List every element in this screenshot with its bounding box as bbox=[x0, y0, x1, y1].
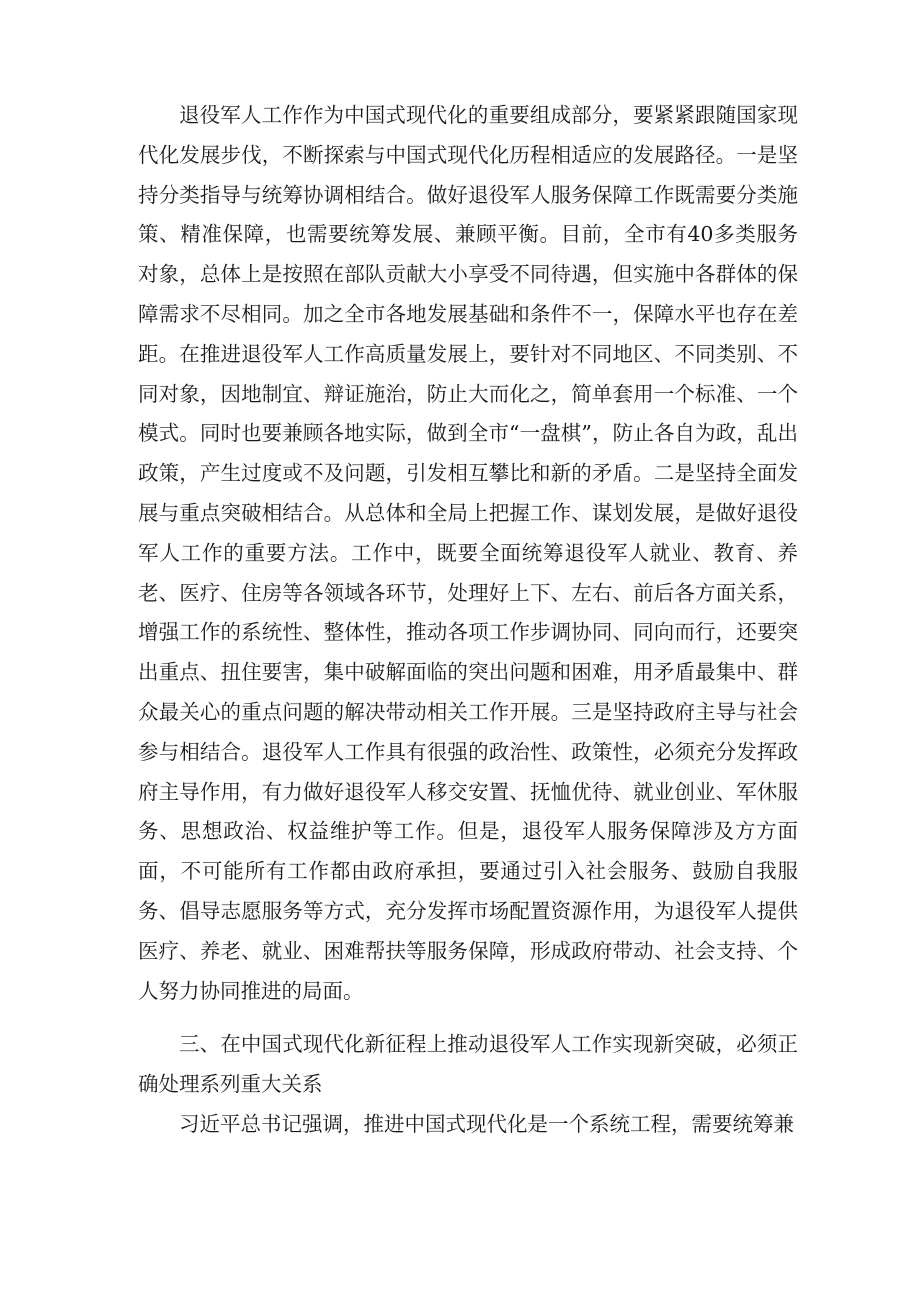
document-body bbox=[138, 96, 798, 1145]
body-paragraph: 习近平总书记强调，推进中国式现代化是一个系统工程，需要统筹兼 bbox=[179, 1111, 794, 1136]
section-heading: 三、在中国式现代化新征程上推动退役军人工作实现新突破，必须正确处理系列重大关系 bbox=[138, 1032, 798, 1097]
body-paragraph: 退役军人工作作为中国式现代化的重要组成部分，要紧紧跟随国家现代化发展步伐，不断探索与中国式现代化历程相适应的发展路径。一是坚持分类指导与统筹协调相结合。做好退役军人服务保障工作既需要分类施策、精准保障，也需要统筹发展、兼顾平衡。目前，全市有40多类服务对象，总体上是按照在部队贡献大小享受不同待遇，但实施中各群体的保障需求不尽相同。加之全市各地发展基础和条件不一，保障水平也存在差距。在推进退役军人工作高质量发展上，要针对不同地区、不同类别、不同对象，因地制宜、辩证施治，防止大而化之，简单套用一个标准、一个模式。同时也要兼顾各地实际，做到全市“一盘棋”，防止各自为政，乱出政策，产生过度或不及问题，引发相互攀比和新的矛盾。二是坚持全面发展与重点突破相结合。从总体和全局上把握工作、谋划发展，是做好退役军人工作的重要方法。工作中，既要全面统筹退役军人就业、教育、养老、医疗、住房等各领域各环节，处理好上下、左右、前后各方面关系，增强工作的系统性、整体性，推动各项工作步调协同、同向而行，还要突出重点、扭住要害，集中破解面临的突出问题和困难，用矛盾最集中、群众最关心的重点问题的解决带动相关工作开展。三是坚持政府主导与社会参与相结合。退役军人工作具有很强的政治性、政策性，必须充分发挥政府主导作用，有力做好退役军人移交安置、抚恤优待、就业创业、军休服务、思想政治、权益维护等工作。但是，退役军人服务保障涉及方方面面，不可能所有工作都由政府承担，要通过引入社会服务、鼓励自我服务、倡导志愿服务等方式，充分发挥市场配置资源作用，为退役军人提供医疗、养老、就业、困难帮扶等服务保障，形成政府带动、社会支持、个人努力协同推进的局面。 bbox=[138, 103, 798, 1003]
